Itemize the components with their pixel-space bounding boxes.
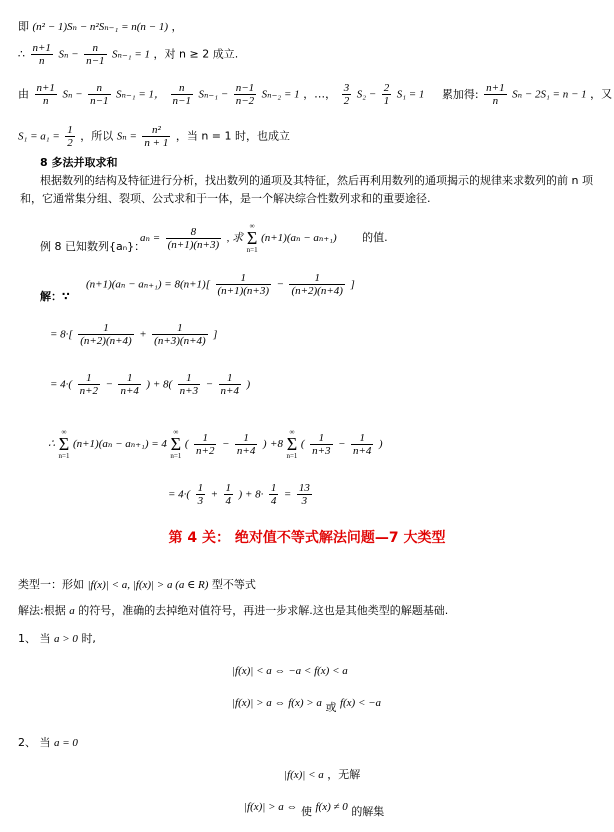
summation-symbol: ∞ Σ n=1 [286, 428, 298, 460]
type-one-method: 解法:根据 a 的符号，准确的去掉绝对值符号，再进一步求解.这也是其他类型的解题基础. [18, 604, 449, 617]
type-one-heading: 类型一：形如 |f(x)| < a, |f(x)| > a (a ∈ R) 型不等式 [18, 578, 256, 591]
solution-step-3: = 4·( $\frac{1}{n+2}$ − $\frac{1}{n+4}$ ) + 8( $\frac{1}{n+3}$ − $\frac{1}{n+4}$ ) [50, 372, 251, 397]
fraction: $\frac{1}{n+4}$ [220, 372, 239, 397]
fraction: $\frac{1}{n+3}$ [179, 372, 199, 397]
solution-step-1: (n+1)(aₙ − aₙ₊₁) = 8(n+1)[ $\frac{1}{(n+1)(n+3)}$ − $\frac{1}{(n+2)(n+4)}$ ] [86, 272, 355, 297]
chapter-title: 第 4 关： 绝对值不等式解法问题—7 大类型 [168, 530, 446, 546]
fraction: $\frac{1}{n+2}$ [196, 431, 215, 457]
fraction: $\frac{1}{2}$ [67, 124, 73, 149]
summation-symbol: ∞ Σ n=1 [58, 428, 70, 460]
case-two-equation-1: |f(x)| < a ，无解 [284, 768, 361, 781]
fraction: $\frac{1}{4}$ [225, 482, 232, 507]
case-one-equation-2: |f(x)| > a ⇔ f(x) > a 或 f(x) < −a [232, 697, 382, 714]
derivation-line-1: 即 (n² − 1)Sₙ − n²Sₙ₋₁ = n(n − 1) ， [18, 20, 183, 33]
case-one-equation-1: |f(x)| < a ⇔ −a < f(x) < a [232, 665, 348, 677]
case-two-label: 2、 当 a = 0 [18, 736, 78, 749]
fraction: $\frac{n}{n-1}$ [90, 82, 109, 107]
fraction: $\frac{1}{(n+1)(n+3)}$ [217, 272, 269, 297]
solution-step-5: = 4·( $\frac{1}{3}$ + $\frac{1}{4}$ ) + 8· $\frac{1}{4}$ = $\frac{13}{3}$ [168, 482, 310, 507]
fraction: $\frac{1}{(n+3)(n+4)}$ [154, 322, 206, 347]
summation-symbol: ∞ Σ n=1 [246, 222, 258, 254]
case-one-label: 1、 当 a > 0 时, [18, 632, 96, 645]
fraction: $\frac{1}{4}$ [270, 482, 277, 507]
fraction: $\frac{n}{n-1}$ [86, 42, 105, 67]
derivation-line-4: S₁ = a₁ = $\frac{1}{2}$ ，所以 Sₙ = $\frac{\text{n²}}{n + 1}$ ，当 n = 1 时，也成立 [18, 124, 291, 149]
fraction: $\frac{n+1}{n}$ [32, 42, 51, 67]
fraction: $\frac{n-1}{n-2}$ [235, 82, 255, 107]
derivation-line-3: 由 $\frac{n+1}{n}$ Sₙ − $\frac{n}{n-1}$ Sₙ₋₁ = 1， $\frac{n}{n-1}$ Sₙ₋₁ − $\frac{n-1}{n-2}$ Sₙ₋₂ = 1 ，…， $\frac{3}{2}$ S₂ − $\frac{2}{1}$ S₁ = 1 累加得: $\frac{n+1}{n}$ Sₙ − 2S₁ = n − 1 ，又 [18, 82, 613, 107]
fraction: $\frac{8}{(n+1)(n+3)}$ [167, 225, 220, 251]
fraction: $\frac{1}{n+2}$ [79, 372, 99, 397]
fraction: $\frac{13}{3}$ [298, 482, 310, 507]
section-heading: 8 多法并取求和 [40, 156, 118, 169]
fraction: $\frac{n+1}{n}$ [36, 82, 55, 107]
solution-step-4: ∴ ∞ Σ n=1 (n+1)(aₙ − aₙ₊₁) = 4 ∞ Σ n=1 ( $\frac{1}{n+2}$ − $\frac{1}{n+4}$ ) +8 ∞ Σ n=1 ( $\frac{1}{n+3}$ − $\frac{1}{n+4}$ ) [48, 428, 383, 460]
fraction: $\frac{1}{(n+2)(n+4)}$ [291, 272, 343, 297]
fraction: $\frac{2}{1}$ [383, 82, 390, 107]
fraction: $\frac{1}{n+4}$ [120, 372, 139, 397]
solution-step-2: = 8·[ $\frac{1}{(n+2)(n+4)}$ + $\frac{1}{(n+3)(n+4)}$ ] [50, 322, 218, 347]
fraction: $\frac{1}{n+3}$ [312, 431, 331, 457]
fraction: $\frac{3}{2}$ [343, 82, 350, 107]
section-paragraph: 根据数列的结构及特征进行分析，找出数列的通项及其特征，然后再利用数列的通项揭示的规律来求数列的前 n 项和，它通常集分组、裂项、公式求和于一体，是一个解决综合性数列求和的重要途径. [20, 174, 593, 205]
derivation-line-2: ∴ $\frac{n+1}{n}$ Sₙ − $\frac{n}{n-1}$ Sₙ₋₁ = 1 ，对 n ≥ 2 成立. [18, 42, 239, 67]
fraction: $\frac{n+1}{n}$ [486, 82, 505, 107]
solution-label: 解：∵ [40, 290, 70, 303]
fraction: $\frac{1}{3}$ [197, 482, 204, 507]
example-statement: aₙ = $\frac{8}{(n+1)(n+3)}$ , 求 ∞ Σ n=1 (n+1)(aₙ − aₙ₊₁) 的值. [140, 222, 388, 254]
summation-symbol: ∞ Σ n=1 [170, 428, 182, 460]
fraction: $\frac{1}{n+4}$ [352, 431, 372, 457]
example-label: 例 8 已知数列{aₙ}： [40, 240, 146, 253]
fraction: $\frac{1}{(n+2)(n+4)}$ [80, 322, 132, 347]
fraction: $\frac{\text{n²}}{n + 1}$ [144, 124, 169, 149]
fraction: $\frac{1}{n+4}$ [236, 431, 256, 457]
fraction: $\frac{n}{n-1}$ [172, 82, 191, 107]
case-two-equation-2: |f(x)| > a ⇔ 使 f(x) ≠ 0 的解集 [244, 801, 385, 818]
